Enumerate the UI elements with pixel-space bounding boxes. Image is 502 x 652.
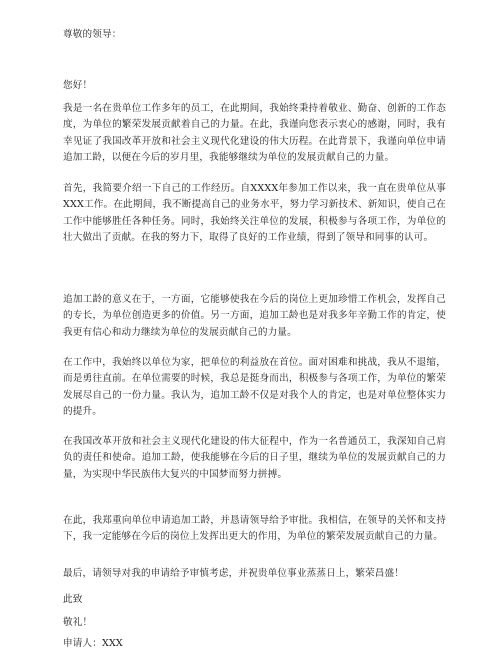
body-paragraph-experience: 首先，我简要介绍一下自己的工作经历。自XXXX年参加工作以来，我一直在贵单位从事XXX工作。在此期间，我不断提高自己的业务水平，努力学习新技术、新知识，使自己在工作中能够胜任各种任务。同时，我始终关注单位的发展，积极参与各项工作，为单位的壮大做出了贡献。在我的努力下，取得了良好的工作业绩，得到了领导和同事的认可。	[63, 183, 446, 244]
closing-regards: 此致	[63, 594, 83, 605]
greeting: 您好！	[63, 80, 93, 91]
signature: 申请人：XXX	[63, 638, 123, 649]
body-paragraph-intro: 我是一名在贵单位工作多年的员工，在此期间，我始终秉持着敬业、勤奋、创新的工作态度，为单位的繁荣发展贡献着自己的力量。在此，我谨向您表示衷心的感谢，同时，我有幸见证了我国改革开放和社会主义现代化建设的伟大历程。在此背景下，我谨向单位申请追加工龄，以便在今后的岁月里，我能够继续为单位的发展贡献自己的力量。	[63, 103, 446, 164]
salutation: 尊敬的领导：	[63, 29, 122, 40]
body-paragraph-request: 在此，我郑重向单位申请追加工龄，并恳请领导给予审批。我相信，在领导的关怀和支持下，我一定能够在今后的岗位上发挥出更大的作用，为单位的繁荣发展贡献自己的力量。	[63, 515, 446, 543]
body-paragraph-dedication: 在工作中，我始终以单位为家，把单位的利益放在首位。面对困难和挑战，我从不退缩，而是勇往直前。在单位需要的时候，我总是挺身而出，积极参与各项工作，为单位的繁荣发展尽自己的一份力量。我认为，追加工龄不仅是对我个人的肯定，也是对单位整体实力的提升。	[63, 357, 446, 418]
body-paragraph-significance: 追加工龄的意义在于，一方面，它能够使我在今后的岗位上更加珍惜工作机会，发挥自己的专长，为单位创造更多的价值。另一方面，追加工龄也是对我多年辛勤工作的肯定，使我更有信心和动力继续为单位的发展贡献自己的力量。	[63, 294, 446, 338]
body-paragraph-mission: 在我国改革开放和社会主义现代化建设的伟大征程中，作为一名普通员工，我深知自己肩负的责任和使命。追加工龄，使我能够在今后的日子里，继续为单位的发展贡献自己的力量，为实现中华民族伟大复兴的中国梦而努力拼搏。	[63, 436, 446, 480]
body-paragraph-closing: 最后，请领导对我的申请给予审慎考虑，并祝贵单位事业蒸蒸日上，繁荣昌盛！	[63, 568, 405, 579]
closing-salute: 敬礼！	[63, 617, 93, 628]
